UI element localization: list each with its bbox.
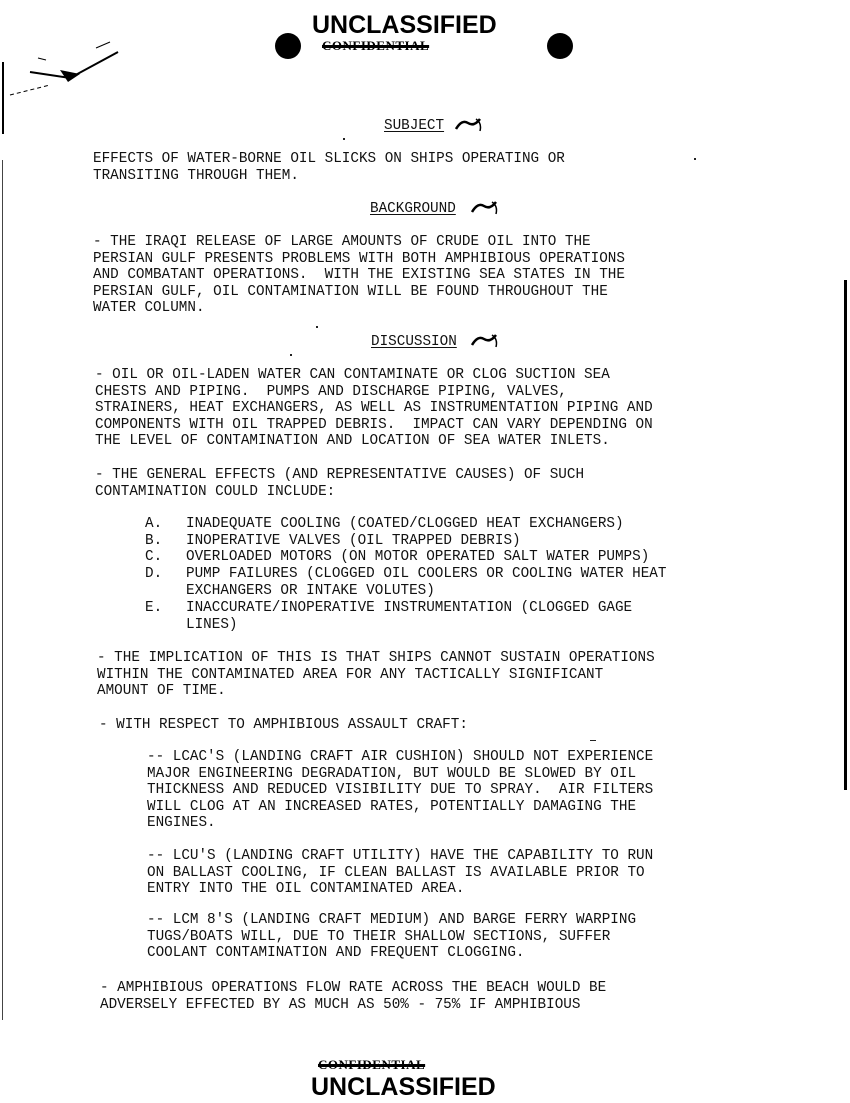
background-heading: BACKGROUND (370, 201, 456, 217)
discussion-heading: DISCUSSION (371, 334, 457, 350)
scan-edge-left (2, 62, 4, 134)
scan-edge-right (844, 280, 847, 790)
effects-list-letter: E. (145, 600, 163, 616)
punch-hole-right (547, 33, 573, 59)
discussion-paragraph-assault-craft: - WITH RESPECT TO AMPHIBIOUS ASSAULT CRAFT: (99, 717, 468, 733)
classification-mark-subject (454, 117, 484, 133)
footer-classification: UNCLASSIFIED (311, 1073, 496, 1101)
effects-list-letter: A. (145, 516, 163, 532)
discussion-paragraph-implication: - THE IMPLICATION OF THIS IS THAT SHIPS CANNOT SUSTAIN OPERATIONS WITHIN THE CONTAMINATED AREA FOR ANY TACTICALLY SIGNIFICANT AMOUNT OF TIME. (97, 650, 655, 699)
effects-list-letter: D. (145, 566, 163, 582)
classification-mark-background (470, 200, 500, 216)
header-classification: UNCLASSIFIED (312, 11, 497, 39)
speck (290, 354, 292, 356)
effects-list-text: INACCURATE/INOPERATIVE INSTRUMENTATION (CLOGGED GAGE LINES) (186, 600, 633, 633)
subject-text: EFFECTS OF WATER-BORNE OIL SLICKS ON SHIPS OPERATING OR TRANSITING THROUGH THEM. (93, 151, 565, 184)
header-struck-classification: CONFIDENTIAL (322, 38, 430, 53)
subject-heading: SUBJECT (384, 118, 445, 134)
scan-edge-left-lower (2, 160, 3, 1020)
speck (590, 740, 596, 741)
craft-item-lcac: -- LCAC'S (LANDING CRAFT AIR CUSHION) SHOULD NOT EXPERIENCE MAJOR ENGINEERING DEGRADATION, BUT WOULD BE SLOWED BY OIL THICKNESS AND REDUCED VISIBILITY DUE TO SPRAY. AIR FILTERS WILL CLOG AT AN INCREASED RATES, POTENTIALLY DAMAGING THE ENGINES. (147, 749, 654, 831)
effects-list-letter: B. (145, 533, 163, 549)
effects-list-text: PUMP FAILURES (CLOGGED OIL COOLERS OR COOLING WATER HEAT EXCHANGERS OR INTAKE VOLUTES) (186, 566, 667, 599)
speck (316, 326, 318, 328)
effects-list-text: OVERLOADED MOTORS (ON MOTOR OPERATED SALT WATER PUMPS) (186, 549, 650, 565)
speck (343, 138, 345, 140)
punch-hole-left (275, 33, 301, 59)
footer-struck-classification: CONFIDENTIAL (318, 1057, 426, 1072)
effects-list-letter: C. (145, 549, 163, 565)
discussion-paragraph-intake: - OIL OR OIL-LADEN WATER CAN CONTAMINATE OR CLOG SUCTION SEA CHESTS AND PIPING. PUMPS AND DISCHARGE PIPING, VALVES, STRAINERS, HEAT EXCHANGERS, AS WELL AS INSTRUMENTATION PIPING AND COMPONENTS WITH OIL TRAPPED DEBRIS. IMPACT CAN VARY DEPENDING ON THE LEVEL OF CONTAMINATION AND LOCATION OF SEA WATER INLETS. (95, 367, 653, 449)
classification-mark-discussion (470, 333, 500, 349)
scan-artifact-mark (0, 30, 150, 110)
background-text: - THE IRAQI RELEASE OF LARGE AMOUNTS OF CRUDE OIL INTO THE PERSIAN GULF PRESENTS PROBLEMS WITH BOTH AMPHIBIOUS OPERATIONS AND COMBATANT OPERATIONS. WITH THE EXISTING SEA STATES IN THE PERSIAN GULF, OIL CONTAMINATION WILL BE FOUND THROUGHOUT THE WATER COLUMN. (93, 234, 625, 316)
effects-list-text: INOPERATIVE VALVES (OIL TRAPPED DEBRIS) (186, 533, 521, 549)
effects-list-text: INADEQUATE COOLING (COATED/CLOGGED HEAT EXCHANGERS) (186, 516, 624, 532)
discussion-paragraph-effects-intro: - THE GENERAL EFFECTS (AND REPRESENTATIVE CAUSES) OF SUCH CONTAMINATION COULD INCLUDE: (95, 467, 585, 500)
craft-item-lcm: -- LCM 8'S (LANDING CRAFT MEDIUM) AND BARGE FERRY WARPING TUGS/BOATS WILL, DUE TO THEIR SHALLOW SECTIONS, SUFFER COOLANT CONTAMINATION AND FREQUENT CLOGGING. (147, 912, 637, 961)
discussion-paragraph-flow-rate: - AMPHIBIOUS OPERATIONS FLOW RATE ACROSS THE BEACH WOULD BE ADVERSELY EFFECTED BY AS MUCH AS 50% - 75% IF AMPHIBIOUS (100, 980, 607, 1013)
craft-item-lcu: -- LCU'S (LANDING CRAFT UTILITY) HAVE THE CAPABILITY TO RUN ON BALLAST COOLING, IF CLEAN BALLAST IS AVAILABLE PRIOR TO ENTRY INTO THE OIL CONTAMINATED AREA. (147, 848, 654, 897)
speck (694, 158, 696, 160)
